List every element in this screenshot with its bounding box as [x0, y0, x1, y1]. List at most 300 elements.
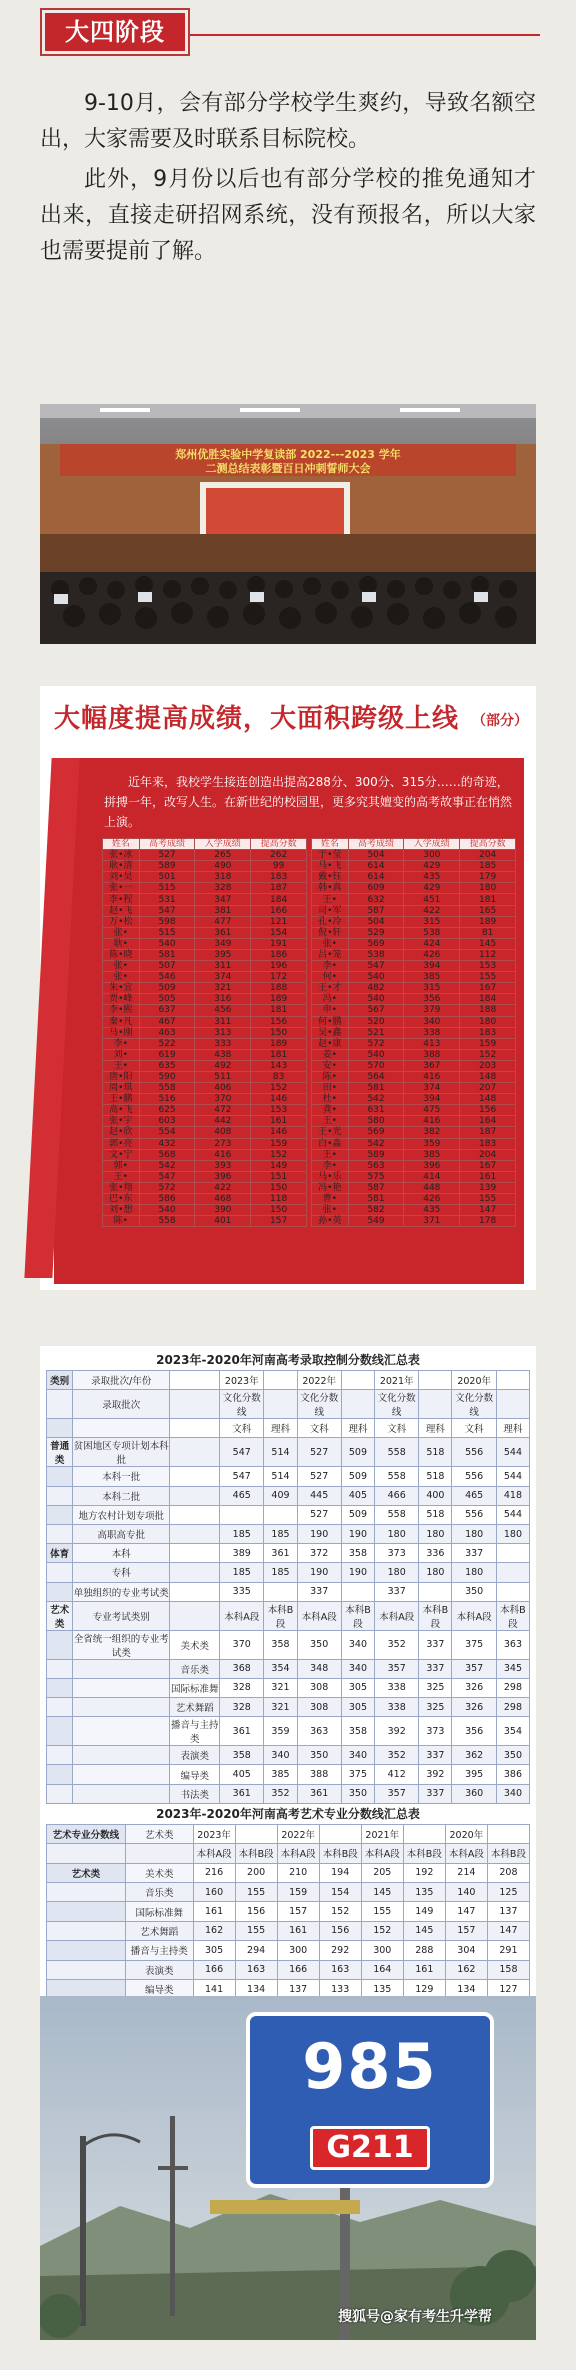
table-cell: 编导类: [170, 1765, 220, 1784]
promo-section: [40, 686, 536, 1290]
table-cell: [319, 1824, 361, 1843]
table-cell: [47, 1698, 73, 1717]
table-cell: [47, 1765, 73, 1784]
table-cell: 孔•冷: [312, 916, 349, 927]
table-cell: [47, 1390, 73, 1419]
table-cell: 赵•欣: [103, 1127, 140, 1138]
table-cell: 姜•: [312, 1049, 349, 1060]
table-row: [103, 1216, 307, 1227]
table-row: [103, 872, 307, 883]
table-row: [312, 927, 516, 938]
table-cell: 451: [404, 894, 460, 905]
road-sign-photo: [40, 1996, 536, 2340]
table-cell: [73, 1765, 170, 1784]
table-cell: 361: [220, 1784, 264, 1803]
table-cell: 477: [195, 916, 251, 927]
table-cell: 文科: [297, 1419, 341, 1438]
table-row: [312, 1171, 516, 1182]
table-row: [312, 1027, 516, 1038]
table-cell: 赵•飞: [103, 905, 140, 916]
table-cell: 书法类: [170, 1784, 220, 1803]
table-cell: 本科A段: [445, 1844, 487, 1863]
table-cell: 540: [139, 938, 195, 949]
table-cell: 632: [348, 894, 404, 905]
table-cell: 442: [195, 1116, 251, 1127]
table-cell: 547: [348, 961, 404, 972]
table-cell: 127: [487, 1979, 529, 1998]
table-cell: 294: [235, 1941, 277, 1960]
table-row: [103, 1060, 307, 1071]
table-row: [103, 938, 307, 949]
table-cell: 184: [460, 994, 516, 1005]
table-cell: 422: [404, 905, 460, 916]
table-cell: 2020年: [445, 1824, 487, 1843]
table-cell: 文化分数线: [297, 1390, 341, 1419]
table-cell: 304: [445, 1941, 487, 1960]
score-table-right: [311, 838, 516, 1227]
column-header: 高考成绩: [139, 839, 195, 850]
table-cell: 郭•亮: [103, 1138, 140, 1149]
table-cell: 298: [496, 1698, 529, 1717]
table-cell: [47, 1659, 73, 1678]
table-cell: 637: [139, 1005, 195, 1016]
table-cell: 183: [460, 1027, 516, 1038]
table-cell: [419, 1582, 452, 1601]
table-row: [47, 1390, 530, 1419]
table-cell: 338: [404, 1027, 460, 1038]
table-cell: [47, 1902, 126, 1921]
table-cell: [496, 1582, 529, 1601]
table-row: [47, 1524, 530, 1543]
table-cell: 335: [220, 1582, 264, 1601]
table-cell: 李•程: [103, 894, 140, 905]
table-cell: 396: [195, 1171, 251, 1182]
table-cell: 152: [460, 1049, 516, 1060]
table-cell: 155: [235, 1882, 277, 1901]
table-cell: 362: [452, 1746, 496, 1765]
table-row: [312, 1182, 516, 1193]
table-cell: 416: [195, 1149, 251, 1160]
column-header: 提高分数: [460, 839, 516, 850]
table-cell: 司•军: [312, 905, 349, 916]
table-cell: 133: [319, 1979, 361, 1998]
table-cell: 527: [297, 1467, 341, 1486]
table-row: [103, 961, 307, 972]
table-cell: 181: [460, 894, 516, 905]
table-cell: [170, 1601, 220, 1630]
table-row: [47, 1659, 530, 1678]
sign-number: 985: [302, 2030, 438, 2103]
table-row: [47, 1601, 530, 1630]
table-cell: 189: [251, 1038, 307, 1049]
table-cell: 405: [220, 1765, 264, 1784]
table-row: [103, 1171, 307, 1182]
table-cell: 515: [139, 883, 195, 894]
table-cell: 390: [195, 1205, 251, 1216]
table-cell: 475: [404, 1105, 460, 1116]
art-major-line-table: [46, 1824, 530, 2019]
table-cell: 429: [404, 861, 460, 872]
table-cell: 567: [348, 1005, 404, 1016]
table-cell: 392: [374, 1717, 418, 1746]
table-cell: 张•翔: [103, 1182, 140, 1193]
table-cell: 363: [496, 1630, 529, 1659]
table-row: [103, 1083, 307, 1094]
table-cell: 163: [319, 1960, 361, 1979]
table-row: [103, 972, 307, 983]
table-cell: [496, 1390, 529, 1419]
table-cell: 王•: [103, 1171, 140, 1182]
table-cell: [170, 1467, 220, 1486]
table-cell: 艺术类: [47, 1601, 73, 1630]
table-row: [103, 883, 307, 894]
table-cell: 134: [235, 1979, 277, 1998]
table-cell: [496, 1371, 529, 1390]
table-row: [312, 1105, 516, 1116]
table-row: [47, 1960, 530, 1979]
table-cell: 本科A段: [452, 1601, 496, 1630]
table-cell: 354: [496, 1717, 529, 1746]
table-cell: 558: [374, 1438, 418, 1467]
table-cell: 200: [235, 1863, 277, 1882]
table-cell: 文化分数线: [452, 1390, 496, 1419]
table-cell: 郭•: [103, 1160, 140, 1171]
table-cell: 501: [139, 872, 195, 883]
table-cell: [170, 1486, 220, 1505]
table-cell: 265: [195, 850, 251, 861]
table-cell: 262: [251, 850, 307, 861]
table-cell: 137: [277, 1979, 319, 1998]
table-cell: 385: [264, 1765, 297, 1784]
table-cell: 陈•: [103, 1216, 140, 1227]
table-cell: 文化分数线: [220, 1390, 264, 1419]
table-cell: 129: [403, 1979, 445, 1998]
table-cell: 188: [460, 1005, 516, 1016]
table-cell: [170, 1524, 220, 1543]
table-cell: 370: [220, 1630, 264, 1659]
table-row: [312, 883, 516, 894]
table-cell: [47, 1941, 126, 1960]
table-row: [47, 1882, 530, 1901]
table-cell: 118: [251, 1194, 307, 1205]
table-cell: 587: [348, 905, 404, 916]
table-cell: 专业考试类别: [73, 1601, 170, 1630]
table-cell: 316: [195, 994, 251, 1005]
table-row: [312, 916, 516, 927]
table-cell: 527: [139, 850, 195, 861]
table-cell: 372: [297, 1544, 341, 1563]
table-cell: 192: [403, 1863, 445, 1882]
table-cell: 456: [195, 1005, 251, 1016]
table-cell: 151: [251, 1171, 307, 1182]
table-cell: 艺术类: [47, 1863, 126, 1882]
table-row: [312, 1216, 516, 1227]
table-row: [312, 949, 516, 960]
table-cell: 149: [403, 1902, 445, 1921]
table-cell: 352: [374, 1746, 418, 1765]
table-row: [312, 905, 516, 916]
table-cell: 2021年: [361, 1824, 403, 1843]
table-cell: 156: [251, 1016, 307, 1027]
table-cell: 445: [297, 1486, 341, 1505]
table-cell: 356: [452, 1717, 496, 1746]
table-cell: 艺术类: [125, 1824, 193, 1843]
table-row: [103, 905, 307, 916]
table-row: [312, 1049, 516, 1060]
table-cell: 刘•: [103, 1049, 140, 1060]
table-cell: 本科: [73, 1544, 170, 1563]
table-cell: 艺术舞蹈: [125, 1921, 193, 1940]
table-cell: 文科: [452, 1419, 496, 1438]
table-cell: 603: [139, 1116, 195, 1127]
table-cell: 527: [297, 1505, 341, 1524]
table-cell: [220, 1505, 264, 1524]
table-cell: 340: [341, 1630, 374, 1659]
table-cell: 400: [419, 1486, 452, 1505]
table-row: [47, 1467, 530, 1486]
table-cell: 112: [460, 949, 516, 960]
table-row: [103, 1149, 307, 1160]
table-cell: 540: [348, 994, 404, 1005]
table-cell: 558: [139, 1216, 195, 1227]
table-cell: 328: [220, 1698, 264, 1717]
table-cell: 205: [361, 1863, 403, 1882]
table-cell: [47, 1960, 126, 1979]
table-cell: 本科A段: [220, 1601, 264, 1630]
table-cell: 本科B段: [235, 1844, 277, 1863]
table-cell: 490: [195, 861, 251, 872]
table-row: [103, 1205, 307, 1216]
table-row: [312, 1116, 516, 1127]
table-cell: 527: [297, 1438, 341, 1467]
table-cell: 冯•艳: [312, 1182, 349, 1193]
intro-paragraph-2: 此外，9月份以后也有部分学校的推免通知才出来，直接走研招网系统，没有预报名，所以大家也需要提前了解。: [40, 167, 536, 264]
table-cell: 340: [496, 1784, 529, 1803]
table-cell: 189: [460, 916, 516, 927]
table-row: [47, 1438, 530, 1467]
table-cell: 180: [419, 1563, 452, 1582]
table-cell: 546: [139, 972, 195, 983]
table-cell: 392: [419, 1765, 452, 1784]
table-cell: 李•: [312, 1160, 349, 1171]
table-cell: 马•刚: [103, 1027, 140, 1038]
assembly-photo: [40, 404, 536, 644]
table-cell: 高•飞: [103, 1105, 140, 1116]
table-cell: 陈•晓: [103, 949, 140, 960]
table-cell: 周•琪: [103, 1083, 140, 1094]
table-cell: 152: [319, 1902, 361, 1921]
table-row: [103, 850, 307, 861]
table-cell: 巴•东: [103, 1194, 140, 1205]
table-cell: 188: [251, 983, 307, 994]
table-cell: 340: [404, 1016, 460, 1027]
table-cell: 王•才: [312, 983, 349, 994]
table-cell: 360: [452, 1784, 496, 1803]
table-cell: 田•: [312, 1083, 349, 1094]
table-cell: 148: [460, 1094, 516, 1105]
table-cell: 359: [264, 1717, 297, 1746]
table-cell: 347: [195, 894, 251, 905]
table-cell: 515: [139, 927, 195, 938]
table-cell: 本科A段: [361, 1844, 403, 1863]
table-cell: 美术类: [125, 1863, 193, 1882]
table-cell: 李•熙: [103, 1005, 140, 1016]
table-row: [47, 1544, 530, 1563]
table-cell: [264, 1371, 297, 1390]
table-cell: 326: [452, 1678, 496, 1697]
table-cell: 511: [195, 1071, 251, 1082]
table-cell: 418: [496, 1486, 529, 1505]
table-cell: 394: [404, 961, 460, 972]
table-cell: 300: [361, 1941, 403, 1960]
table-cell: 581: [139, 949, 195, 960]
table-row: [47, 1863, 530, 1882]
table-cell: 382: [404, 1127, 460, 1138]
table-cell: 马•乐: [312, 1171, 349, 1182]
table-cell: 编导类: [125, 1979, 193, 1998]
table-cell: 163: [235, 1960, 277, 1979]
table-cell: 580: [348, 1116, 404, 1127]
table-cell: 秦•凡: [103, 1016, 140, 1027]
table-cell: 273: [195, 1138, 251, 1149]
table-cell: 328: [195, 883, 251, 894]
table-cell: [73, 1659, 170, 1678]
table-cell: 理科: [419, 1419, 452, 1438]
table-row: [103, 1005, 307, 1016]
table-cell: 514: [264, 1467, 297, 1486]
table-cell: 145: [361, 1882, 403, 1901]
table-cell: 理科: [264, 1419, 297, 1438]
table-cell: 204: [460, 850, 516, 861]
table-cell: 370: [195, 1094, 251, 1105]
column-header: 入学成绩: [404, 839, 460, 850]
banner-line-1: 郑州优胜实验中学复读部 2022---2023 学年: [175, 448, 401, 461]
table-cell: [264, 1390, 297, 1419]
table-cell: 435: [404, 1205, 460, 1216]
table-cell: 416: [404, 1071, 460, 1082]
table-cell: [47, 1582, 73, 1601]
table-cell: 147: [445, 1902, 487, 1921]
header-divider: [190, 34, 540, 36]
table-cell: 国际标准舞: [170, 1678, 220, 1697]
table-cell: 547: [220, 1438, 264, 1467]
table-cell: 本科一批: [73, 1467, 170, 1486]
table-cell: 406: [195, 1083, 251, 1094]
table-cell: 547: [139, 1171, 195, 1182]
table-cell: 录取批次/年份: [73, 1371, 170, 1390]
table-cell: 409: [264, 1486, 297, 1505]
table-cell: 高职高专批: [73, 1524, 170, 1543]
table-cell: 147: [460, 1205, 516, 1216]
table-cell: 375: [452, 1630, 496, 1659]
table-cell: 147: [487, 1921, 529, 1940]
watermark: 搜狐号@家有考生升学帮: [338, 2309, 492, 2325]
table-cell: 152: [361, 1921, 403, 1940]
table-row: [103, 1038, 307, 1049]
table-cell: 326: [452, 1698, 496, 1717]
table-cell: [235, 1824, 277, 1843]
table-cell: 艺术专业分数线: [47, 1824, 126, 1843]
table-cell: 185: [264, 1524, 297, 1543]
table-cell: 国际标准舞: [125, 1902, 193, 1921]
table-cell: 王•: [312, 894, 349, 905]
table-cell: 何•: [312, 972, 349, 983]
table-cell: 耿•: [103, 938, 140, 949]
table-cell: 468: [195, 1194, 251, 1205]
table-row: [312, 1016, 516, 1027]
table-cell: 187: [460, 1127, 516, 1138]
table-row: [312, 894, 516, 905]
table-cell: [125, 1844, 193, 1863]
table-row: [103, 927, 307, 938]
table-cell: 表演类: [170, 1746, 220, 1765]
table-cell: 唐•阳: [103, 1071, 140, 1082]
table-cell: [264, 1505, 297, 1524]
table-cell: 538: [404, 927, 460, 938]
table-cell: 463: [139, 1027, 195, 1038]
table-cell: 520: [348, 1016, 404, 1027]
table-cell: [170, 1505, 220, 1524]
table-row: [312, 972, 516, 983]
table-cell: 99: [251, 861, 307, 872]
table-cell: [496, 1544, 529, 1563]
table-cell: 李•: [103, 1038, 140, 1049]
table-cell: [47, 1844, 126, 1863]
table-cell: 575: [348, 1171, 404, 1182]
table-cell: 本科A段: [374, 1601, 418, 1630]
table-cell: 589: [139, 861, 195, 872]
table-cell: 186: [251, 949, 307, 960]
column-header: 姓名: [103, 839, 140, 850]
table-cell: 207: [460, 1083, 516, 1094]
table-cell: 354: [264, 1659, 297, 1678]
table-cell: 337: [419, 1630, 452, 1659]
table-cell: 374: [404, 1083, 460, 1094]
table-row: [47, 1678, 530, 1697]
table-cell: 本科B段: [341, 1601, 374, 1630]
table-cell: 472: [195, 1105, 251, 1116]
banner-line-2: 二测总结表彰暨百日冲刺誓师大会: [205, 462, 371, 475]
table-cell: 414: [404, 1171, 460, 1182]
table-cell: 冯•: [312, 994, 349, 1005]
table-cell: 352: [374, 1630, 418, 1659]
table-cell: 204: [460, 1149, 516, 1160]
table-cell: 337: [419, 1659, 452, 1678]
table-cell: [170, 1390, 220, 1419]
table-cell: 432: [139, 1138, 195, 1149]
table-cell: [341, 1390, 374, 1419]
table-cell: 文科: [220, 1419, 264, 1438]
table-cell: 361: [220, 1717, 264, 1746]
table-cell: 体育: [47, 1544, 73, 1563]
table-cell: 杜•: [312, 1094, 349, 1105]
table-cell: 321: [195, 983, 251, 994]
table-cell: 180: [374, 1524, 418, 1543]
table-1-title: 2023年-2020年河南高考录取控制分数线汇总表: [156, 1353, 420, 1367]
table-cell: 理科: [496, 1419, 529, 1438]
table-cell: 172: [251, 972, 307, 983]
table-cell: [73, 1698, 170, 1717]
table-cell: 328: [220, 1678, 264, 1697]
table-cell: 本科A段: [297, 1601, 341, 1630]
table-cell: 146: [251, 1127, 307, 1138]
table-cell: 589: [348, 1149, 404, 1160]
table-cell: 普通类: [47, 1438, 73, 1467]
table-row: [103, 1016, 307, 1027]
table-cell: 340: [264, 1746, 297, 1765]
table-row: [47, 1698, 530, 1717]
table-cell: 337: [419, 1746, 452, 1765]
